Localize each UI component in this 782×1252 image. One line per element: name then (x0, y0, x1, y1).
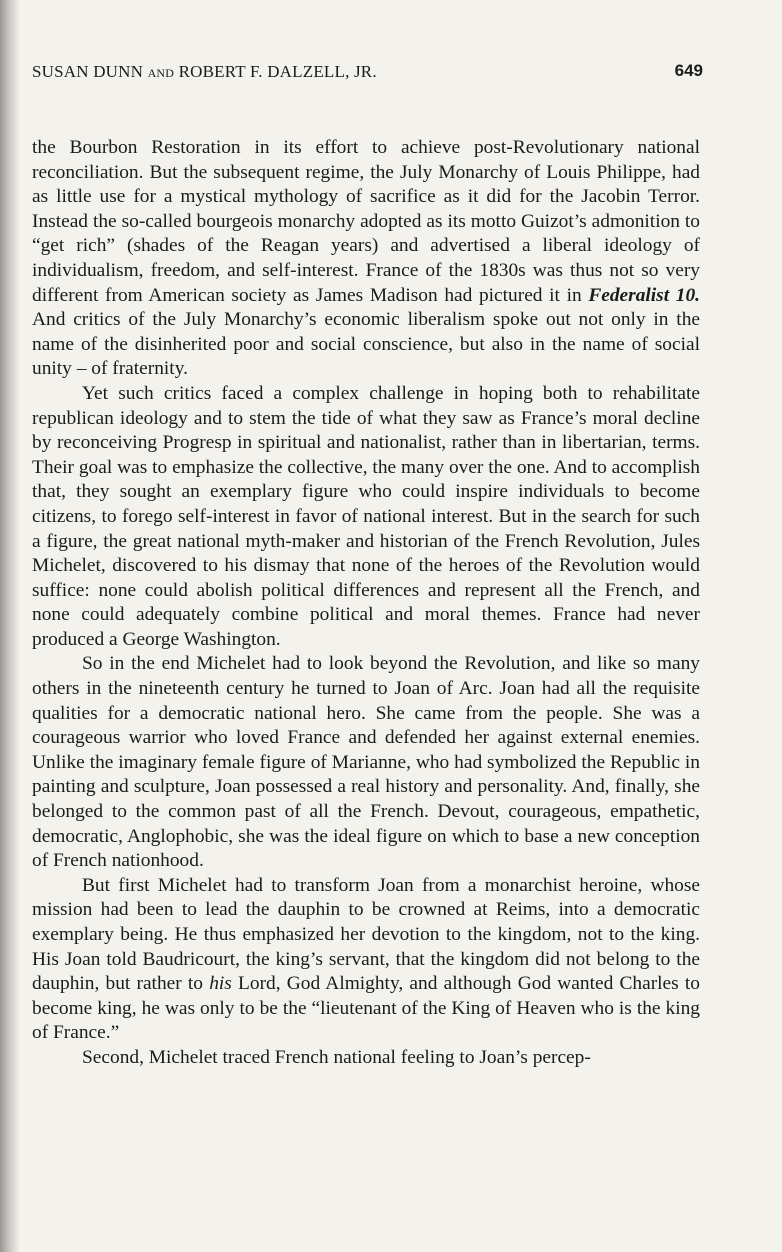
author-name-dunn: SUSAN DUNN (32, 62, 144, 81)
paragraph (32, 1046, 700, 1071)
text-segment: Yet such critics faced a complex challenge in hoping both to rehabilitate republican ideology and to stem the tide of what they saw as France’s moral decline by reconceiving Progresp in spiritual and nationalist, rather than in libertarian, terms. Their goal was to emphasize the collective, the many over the one. And to accomplish that, they sought an exemplary figure who could inspire individuals to become citizens, to forego self-interest in favor of national interest. But in the search for such a figure, the great national myth-maker and historian of the French Revolution, Jules Michelet, discovered to his dismay that none of the heroes of the Revolution would suffice: none could abolish political differences and represent all the French, and none could adequately combine political and moral themes. France had never produced a George Washington. (32, 382, 700, 650)
paragraph (32, 382, 700, 653)
paragraph (32, 874, 700, 1046)
running-head (32, 58, 703, 86)
paragraph (32, 652, 700, 873)
italic-title-federalist: Federalist 10. (588, 284, 700, 306)
text-segment: But first Michelet had to transform Joan from a monarchist heroine, whose mission had been to lead the dauphin to be crowned at Reims, into a democratic exemplary being. He thus emphasized her devotion to the kingdom, not to the king. His Joan told Baudricourt, the king’s servant, that the kingdom did not belong to the dauphin, but rather to (32, 874, 700, 995)
body-text (32, 136, 700, 1071)
page-gutter-shadow (0, 0, 20, 1252)
text-segment: Second, Michelet traced French national feeling to Joan’s percep- (82, 1046, 591, 1068)
text-segment: So in the end Michelet had to look beyond the Revolution, and like so many others in the nineteenth century he turned to Joan of Arc. Joan had all the requisite qualities for a democratic national hero. She came from the people. She was a courageous warrior who loved France and defended her against external enemies. Unlike the imaginary female figure of Marianne, who had symbolized the Republic in painting and sculpture, Joan possessed a real history and personality. And, finally, she belonged to the common past of all the French. Devout, courageous, empathetic, democratic, Anglophobic, she was the ideal figure on which to base a new conception of French nationhood. (32, 653, 700, 872)
text-segment: And critics of the July Monarchy’s economic liberalism spoke out not only in the name of the disinherited poor and social conscience, but also in the name of social unity – of fraternity. (32, 309, 700, 380)
running-head-authors (32, 62, 377, 82)
text-segment: the Bourbon Restoration in its effort to achieve post-Revolutionary national reconciliation. But the subsequent regime, the July Monarchy of Louis Philippe, had as little use for a mystical mythology of sacrifice as it did for the Jacobin Terror. Instead the so-called bourgeois monarchy adopted as its motto Guizot’s admonition to “get rich” (shades of the Reagan years) and advertised a liberal ideology of individualism, freedom, and self-interest. France of the 1830s was thus not so very different from American society as James Madison had pictured it in (32, 137, 700, 306)
author-conjunction: AND (147, 66, 175, 80)
italic-emphasis-his: his (209, 973, 232, 995)
paragraph (32, 136, 700, 382)
book-page (32, 58, 703, 1071)
text-segment: Lord, God Almighty, and although God wanted Charles to become king, he was only to be the “lieutenant of the King of Heaven who is the king of France.” (32, 973, 700, 1044)
author-name-dalzell: ROBERT F. DALZELL, JR. (178, 62, 377, 81)
page-number: 649 (674, 61, 703, 80)
